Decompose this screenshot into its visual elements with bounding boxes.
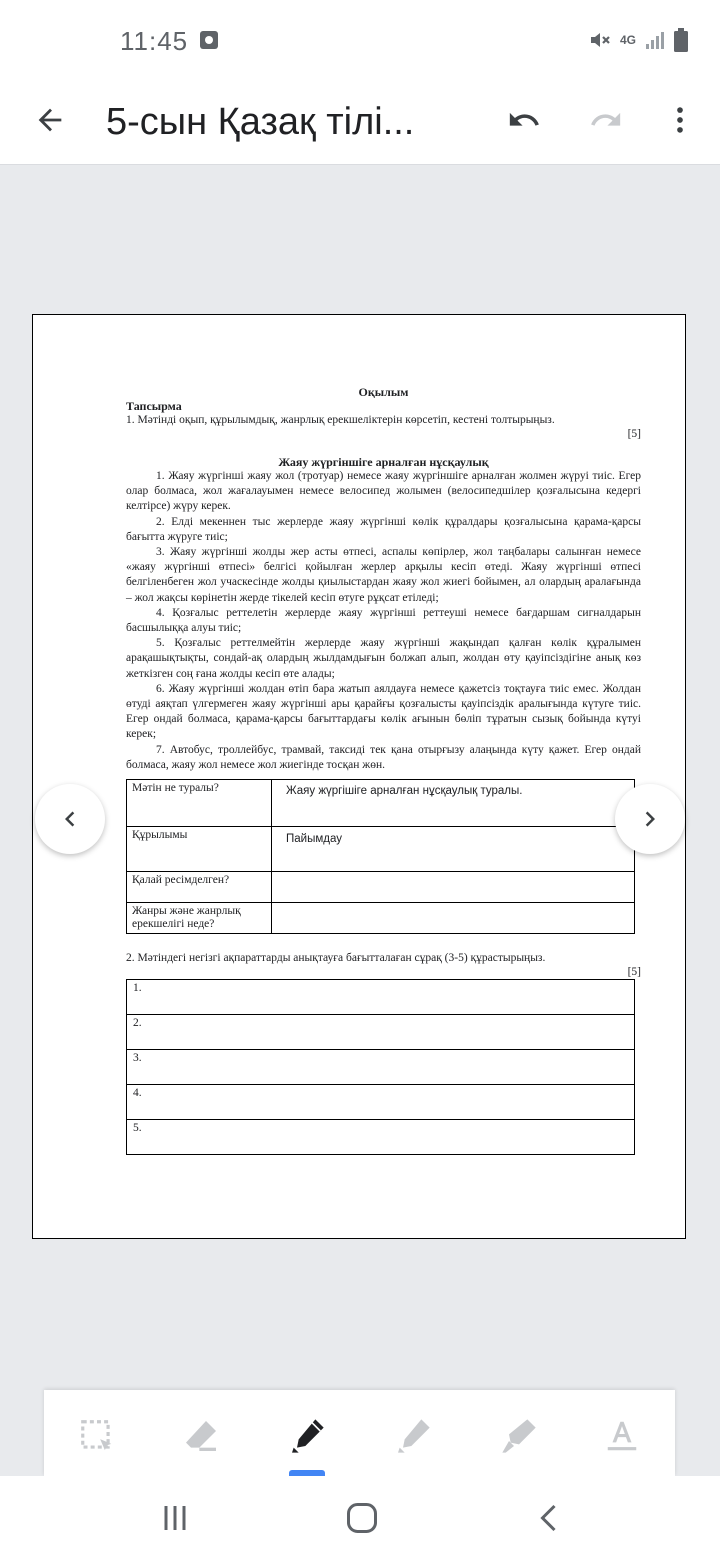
pen-tool-button[interactable]	[281, 1410, 333, 1462]
table-row	[127, 980, 635, 1015]
arrow-back-icon	[33, 103, 67, 137]
text-tool-button[interactable]	[596, 1410, 648, 1462]
paragraph: 6. Жаяу жүргінші жолдан өтіп бара жатып аялдауға немесе қажетсіз тоқтауға тиіс емес. Жолдан өтуді аяқтап үлгермеген жаяу жүргінші ары қарайғы қозғалысты қауіпсіздік аралығында күтуге тиіс. Егер ондай болмаса, қарама-қарсы бағыттардағы көлік ағынын бөліп тұратын сызық бойында күтуі керек;	[126, 682, 641, 741]
paragraph: 3. Жаяу жүргінші жолды жер асты өтпесі, аспалы көпірлер, жол таңбалары салынған немесе «жаяу жүргінші өтпесі» белгісі қойылған жерлер арқылы кесіп өтеді. Жаяу жүргінші өтпесі белгіленбеген жол учаскесінде жолды қиылыстардан жаяу жол жиегі бойымен, ал олардың аралағында – жол жақсы көрінетін жерде тікелей кесіп өтуге рұқсат етіледі;	[126, 546, 641, 604]
next-page-button[interactable]	[615, 784, 685, 854]
pencil-icon	[393, 1416, 433, 1456]
undo-button[interactable]	[500, 96, 548, 144]
page-content	[126, 385, 641, 1155]
table-row	[127, 827, 635, 872]
answer-table	[126, 779, 635, 934]
eraser-tool-button[interactable]	[175, 1410, 227, 1462]
chevron-left-icon	[532, 1500, 568, 1536]
table-row	[127, 780, 635, 827]
system-nav-bar	[0, 1476, 720, 1560]
task1-text: 1. Мәтінді оқып, құрылымдық, жанрлық ерекшеліктерін көрсетіп, кестені толтырыңыз.	[126, 414, 555, 426]
table-row	[127, 1085, 635, 1120]
question-cell: Қалай ресімделген?	[127, 872, 272, 903]
network-type: 4G	[619, 33, 636, 47]
status-icons	[588, 26, 688, 54]
recent-apps-button[interactable]	[145, 1494, 205, 1542]
select-icon	[78, 1417, 116, 1455]
document-page[interactable]	[32, 314, 686, 1239]
signal-icon	[644, 29, 666, 51]
undo-icon	[507, 103, 541, 137]
text-icon	[603, 1417, 641, 1455]
table-row	[127, 903, 635, 934]
status-time: 11:45	[120, 26, 189, 56]
score-1: [5]	[627, 428, 641, 440]
pen-icon	[287, 1416, 327, 1456]
list-item: 3.	[127, 1050, 635, 1085]
home-button[interactable]	[332, 1494, 392, 1542]
back-button[interactable]	[26, 96, 74, 144]
table-row	[127, 1050, 635, 1085]
section-heading: Оқылым	[358, 385, 409, 399]
highlighter-tool-button[interactable]	[493, 1410, 545, 1462]
score-2: [5]	[627, 966, 641, 979]
table-row	[127, 872, 635, 903]
answer-cell	[272, 872, 635, 903]
app-bar	[0, 80, 720, 165]
table-row	[127, 1120, 635, 1155]
list-item: 4.	[127, 1085, 635, 1120]
questions-table	[126, 979, 635, 1155]
mute-icon	[588, 28, 612, 52]
task2-text: 2. Мәтіндегі негізгі ақпараттарды анықтауға бағытталаған сұрақ (3-5) құрастырыңыз.	[126, 952, 546, 965]
battery-icon	[674, 28, 688, 52]
pencil-tool-button[interactable]	[387, 1410, 439, 1462]
list-item: 1.	[127, 980, 635, 1015]
more-options-button[interactable]	[656, 96, 704, 144]
answer-cell	[272, 903, 635, 934]
document-title: 5-сын Қазақ тілі...	[106, 101, 415, 143]
highlighter-icon	[499, 1416, 539, 1456]
list-item: 2.	[127, 1015, 635, 1050]
task-label: Тапсырма	[126, 399, 182, 413]
answer-cell: Пайымдау	[272, 827, 635, 872]
more-vert-icon	[663, 103, 697, 137]
system-back-button[interactable]	[520, 1494, 580, 1542]
recent-apps-icon	[157, 1500, 193, 1536]
notification-icon	[200, 31, 218, 49]
question-cell: Мәтін не туралы?	[127, 780, 272, 827]
paragraph: 1. Жаяу жүргінші жаяу жол (тротуар) немесе жаяу жүргіншіге арналған жолмен жүруі тиіс. Егер олар болмаса, жол жағалауымен немесе велосипед жолымен (велосипедшілер қозғалысына кедергі келтірсе) жүру керек.	[126, 470, 641, 513]
question-cell: Құрылымы	[127, 827, 272, 872]
redo-button[interactable]	[582, 96, 630, 144]
redo-icon	[589, 103, 623, 137]
paragraph: 4. Қозғалыс реттелетін жерлерде жаяу жүргінші реттеуші немесе бағдаршам сигналдарын басшылыққа алуы тиіс;	[126, 606, 641, 635]
annotation-toolbar	[44, 1390, 675, 1476]
home-icon	[344, 1500, 380, 1536]
previous-page-button[interactable]	[35, 784, 105, 854]
question-cell: Жанры және жанрлық ерекшелігі неде?	[127, 903, 272, 934]
paragraph: 2. Елді мекеннен тыс жерлерде жаяу жүргінші көлік құралдары қозғалысына қарама-қарсы бағытта жүруге тиіс;	[126, 515, 641, 543]
eraser-icon	[181, 1416, 221, 1456]
paragraph: 7. Автобус, троллейбус, трамвай, таксиді тек қана отырғызу алаңында күту қажет. Егер ондай болмаса, жаяу жол немесе жол жиегінде тосқан жөн.	[126, 743, 641, 771]
status-bar	[0, 0, 720, 80]
paragraph: 5. Қозғалыс реттелмейтін жерлерде жаяу жүргінші жақындап қалған көлік құралымен арақашықтықты, сондай-ақ олардың жылдамдығын болжап алып, жолдан өту қауіпсіздігіне анық көз жеткізген соң ғана жолды кесіп өте алады;	[126, 637, 641, 680]
answer-cell: Жаяу жүргішіге арналған нұсқаулық туралы.	[272, 780, 635, 827]
chevron-right-icon	[635, 804, 665, 834]
list-item: 5.	[127, 1120, 635, 1155]
table-row	[127, 1015, 635, 1050]
text-title: Жаяу жүргіншіге арналған нұсқаулық	[278, 455, 489, 469]
chevron-left-icon	[55, 804, 85, 834]
select-tool-button[interactable]	[71, 1410, 123, 1462]
